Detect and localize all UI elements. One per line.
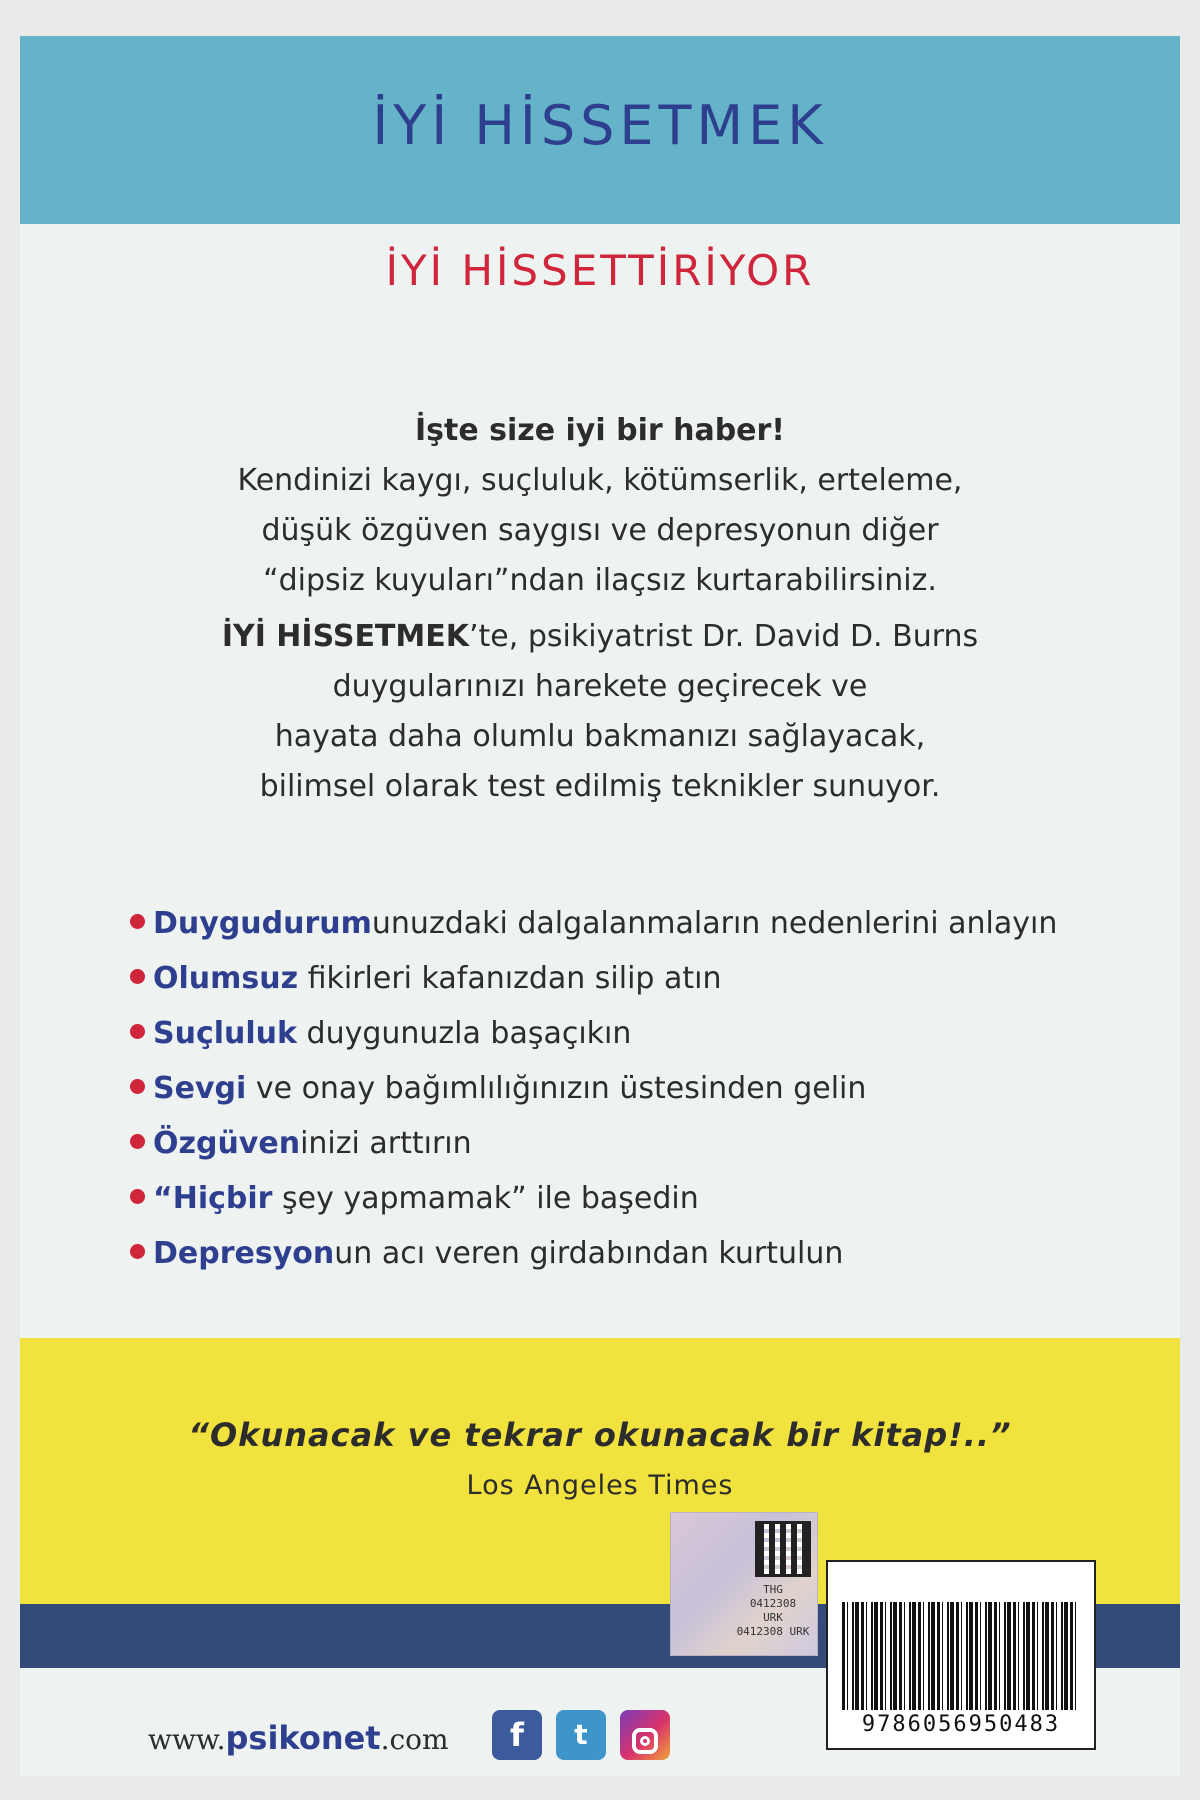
- list-item: [130, 1116, 1170, 1171]
- twitter-glyph: t: [574, 1718, 588, 1751]
- instagram-icon[interactable]: [620, 1710, 670, 1760]
- sticker-code: [733, 1583, 813, 1639]
- url-brand: psikonet: [225, 1719, 381, 1757]
- benefit-list: [130, 896, 1170, 1281]
- sticker-line: 0412308: [749, 1597, 797, 1610]
- isbn-number: 9786056950483: [861, 1712, 1061, 1737]
- bullet-text: ve onay bağımlılığınızın üstesinden gelin: [246, 1071, 867, 1106]
- bullet-text: şey yapmamak” ile başedin: [272, 1181, 699, 1216]
- intro-line: hayata daha olumlu bakmanızı sağlayacak,: [274, 719, 926, 754]
- bullet-highlight: Sevgi: [153, 1071, 247, 1106]
- bullet-dot-icon: [130, 1189, 145, 1204]
- bullet-dot-icon: [130, 969, 145, 984]
- intro-line: duygularınızı harekete geçirecek ve: [332, 669, 868, 704]
- intro-line: bilimsel olarak test edilmiş teknikler sunuyor.: [259, 769, 941, 804]
- isbn-barcode: [826, 1560, 1096, 1750]
- review-quote: “Okunacak ve tekrar okunacak bir kitap!..”: [188, 1416, 1012, 1454]
- qr-code-icon: [755, 1521, 811, 1577]
- intro-author-line: [150, 612, 1050, 662]
- bullet-highlight: Olumsuz: [153, 961, 299, 996]
- bullet-dot-icon: [130, 914, 145, 929]
- bullet-dot-icon: [130, 1024, 145, 1039]
- book-subtitle: İYİ HİSSETTİRİYOR: [385, 246, 815, 295]
- book-title: İYİ HİSSETMEK: [372, 94, 828, 157]
- bullet-text: duygunuzla başaçıkın: [296, 1016, 632, 1051]
- bullet-text: inizi arttırın: [300, 1126, 472, 1161]
- intro-text: [150, 406, 1050, 812]
- intro-lead: İşte size iyi bir haber!: [414, 413, 785, 448]
- bullet-dot-icon: [130, 1244, 145, 1259]
- facebook-icon[interactable]: [492, 1710, 542, 1760]
- list-item: [130, 1226, 1170, 1281]
- intro-author-text: ’te, psikiyatrist Dr. David D. Burns: [469, 619, 979, 654]
- barcode-icon: [842, 1602, 1080, 1710]
- twitter-icon[interactable]: [556, 1710, 606, 1760]
- bullet-highlight: Duygudurum: [153, 906, 372, 941]
- bullet-text: un acı veren girdabından kurtulun: [334, 1236, 844, 1271]
- bullet-text: fikirleri kafanızdan silip atın: [298, 961, 722, 996]
- list-item: [130, 1006, 1170, 1061]
- bullet-text: unuzdaki dalgalanmaların nedenlerini anlayın: [371, 906, 1058, 941]
- bullet-highlight: Özgüven: [153, 1126, 301, 1161]
- hologram-sticker: [670, 1512, 818, 1656]
- url-suffix: .com: [380, 1723, 449, 1756]
- list-item: [130, 1171, 1170, 1226]
- bullet-dot-icon: [130, 1079, 145, 1094]
- review-source: Los Angeles Times: [466, 1470, 734, 1501]
- bullet-highlight: Suçluluk: [153, 1016, 297, 1051]
- book-back-cover: [20, 36, 1180, 1776]
- sticker-line: THG: [763, 1583, 783, 1596]
- sticker-line: URK: [763, 1611, 783, 1624]
- bullet-dot-icon: [130, 1134, 145, 1149]
- list-item: [130, 1061, 1170, 1116]
- intro-line: düşük özgüven saygısı ve depresyonun diğer: [261, 513, 939, 548]
- bullet-highlight: “Hiçbir: [153, 1181, 273, 1216]
- intro-line: Kendinizi kaygı, suçluluk, kötümserlik, erteleme,: [237, 463, 963, 498]
- intro-line: “dipsiz kuyuları”ndan ilaçsız kurtarabilirsiniz.: [263, 563, 937, 598]
- intro-book-name: İYİ HİSSETMEK: [221, 619, 469, 654]
- url-prefix: www.: [148, 1723, 226, 1756]
- list-item: [130, 896, 1170, 951]
- bullet-highlight: Depresyon: [153, 1236, 335, 1271]
- instagram-camera-icon: [632, 1728, 658, 1754]
- sticker-line: 0412308 URK: [736, 1625, 810, 1638]
- header-band: [20, 36, 1180, 224]
- website-link[interactable]: [148, 1719, 449, 1757]
- facebook-glyph: f: [510, 1716, 524, 1754]
- list-item: [130, 951, 1170, 1006]
